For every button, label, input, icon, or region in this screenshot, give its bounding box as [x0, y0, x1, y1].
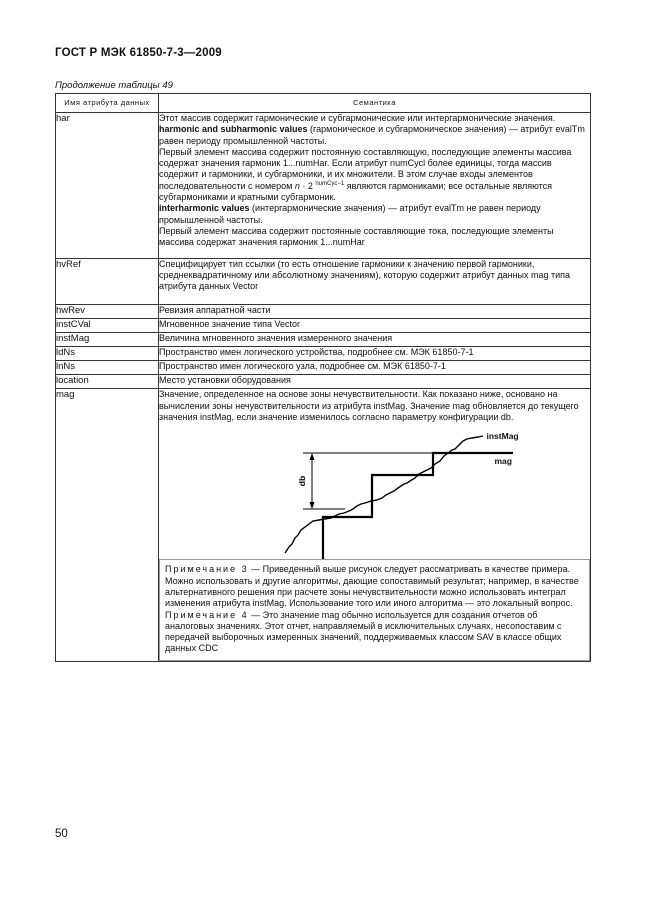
note-label: Примечание 4 — [165, 609, 249, 620]
attribute-semantics — [159, 389, 591, 661]
table-row — [56, 347, 591, 361]
table-row — [56, 305, 591, 319]
semantics-text: Первый элемент массива содержит постоянную составляющую, последующие элементы массива содержат значения гармоник 1...numHar. Если атрибут numCycl более единицы, тогда массив содержит и гармоники, и субгармоники, и их множители. В этом случае входы элементов последовательности с номером — [159, 146, 572, 191]
semantics-text: Значение, определенное на основе зоны нечувствительности. Как показано ниже, основано на вычислении зоны нечувствительности из атрибута instMag. Значение mag обновляется до текущего значения instMag, если значение изменилось согласно параметру конфигурации db. — [159, 389, 579, 423]
attribute-name: mag — [56, 389, 159, 661]
table-row — [56, 389, 591, 661]
attribute-semantics: Пространство имен логического узла, подробнее см. МЭК 61850-7-1 — [159, 361, 591, 375]
attribute-semantics: Место установки оборудования — [159, 375, 591, 389]
superscript: numCyc−1 — [315, 180, 345, 187]
table-row — [56, 258, 591, 305]
deadband-figure — [195, 423, 555, 559]
attribute-name: lnNs — [56, 361, 159, 375]
attribute-name: har — [56, 113, 159, 259]
attribute-semantics: Пространство имен логического устройства, подробнее см. МЭК 61850-7-1 — [159, 347, 591, 361]
table-row — [56, 375, 591, 389]
attribute-semantics: Специфицирует тип ссылки (то есть отношение гармоники к значению первой гармоники, среднеквадратичному или абсолютному значениям), которую содержит атрибут данных mag типа атрибута данных Vector — [159, 258, 591, 305]
attribute-name: hwRev — [56, 305, 159, 319]
table-row — [56, 319, 591, 333]
table-header-row — [56, 94, 591, 113]
term: harmonic and subharmonic values — [159, 124, 308, 135]
mag-label: mag — [494, 456, 512, 467]
attribute-name: hvRef — [56, 258, 159, 305]
attribute-name: instCVal — [56, 319, 159, 333]
standard-header: ГОСТ Р МЭК 61850-7-3—2009 — [55, 47, 222, 59]
mag-step-line — [323, 453, 513, 559]
column-header-semantics: Семантика — [159, 94, 591, 113]
semantics-text: Первый элемент массива содержит постоянные составляющие тока, последующие элементы массива содержат значения гармоник 1...numHar — [159, 225, 554, 248]
attribute-semantics — [159, 113, 591, 259]
attribute-name: instMag — [56, 333, 159, 347]
attribute-name: ldNs — [56, 347, 159, 361]
table-row — [56, 361, 591, 375]
note-text: — Приведенный выше рисунок следует рассматривать в качестве примера. Можно использовать и другие алгоритмы, дающие сопоставимый результат; например, в качестве альтернативного решения при расчете зоны нечувствительности можно использовать интеграл изменения атрибута instMag. Использование того или иного алгоритма — это локальный вопрос. — [165, 564, 579, 609]
attribute-semantics: Ревизия аппаратной части — [159, 305, 591, 319]
db-arrowhead-up — [309, 453, 314, 460]
semantics-text: (интергармонические значения) — атрибут evalTm не равен периоду промышленной частоты. — [159, 203, 541, 225]
note-text: — Это значение mag обычно используется для создания отчетов об аналоговых значениях. Этот отчет, направляемый в исключительных случаях, несопоставим с передачей выборочных измеренных значений, поддерживаемых классом SAV в классе общих данных CDC — [165, 609, 562, 654]
table-row — [56, 113, 591, 259]
semantics-text: (гармоническое и субгармоническое значения) — атрибут evalTm равен периоду промышленной частоты. — [159, 124, 585, 146]
attribute-semantics: Величина мгновенного значения измеренного значения — [159, 333, 591, 347]
attribute-name: location — [56, 375, 159, 389]
semantics-text: Этот массив содержит гармонические и субгармонические или интергармонические значения. — [159, 113, 556, 123]
page-number: 50 — [55, 828, 68, 840]
db-arrowhead-down — [309, 502, 314, 509]
deadband-diagram — [195, 423, 555, 559]
variable: n — [294, 180, 300, 191]
semantics-text: · 2 — [299, 180, 316, 191]
note-label: Примечание 3 — [165, 564, 249, 575]
term: interharmonic values — [159, 203, 250, 214]
table-continuation-caption: Продолжение таблицы 49 — [55, 80, 173, 91]
semantics-text: являются гармониками; все остальные являются субгармониками и кратными субгармоник. — [159, 180, 553, 203]
notes-box — [159, 559, 590, 660]
attribute-table — [55, 93, 591, 662]
attribute-semantics: Мгновенное значение типа Vector — [159, 319, 591, 333]
column-header-attribute-name: Имя атрибута данных — [56, 94, 159, 113]
db-label: db — [296, 476, 307, 487]
instmag-label: instMag — [486, 431, 519, 442]
table-row — [56, 333, 591, 347]
